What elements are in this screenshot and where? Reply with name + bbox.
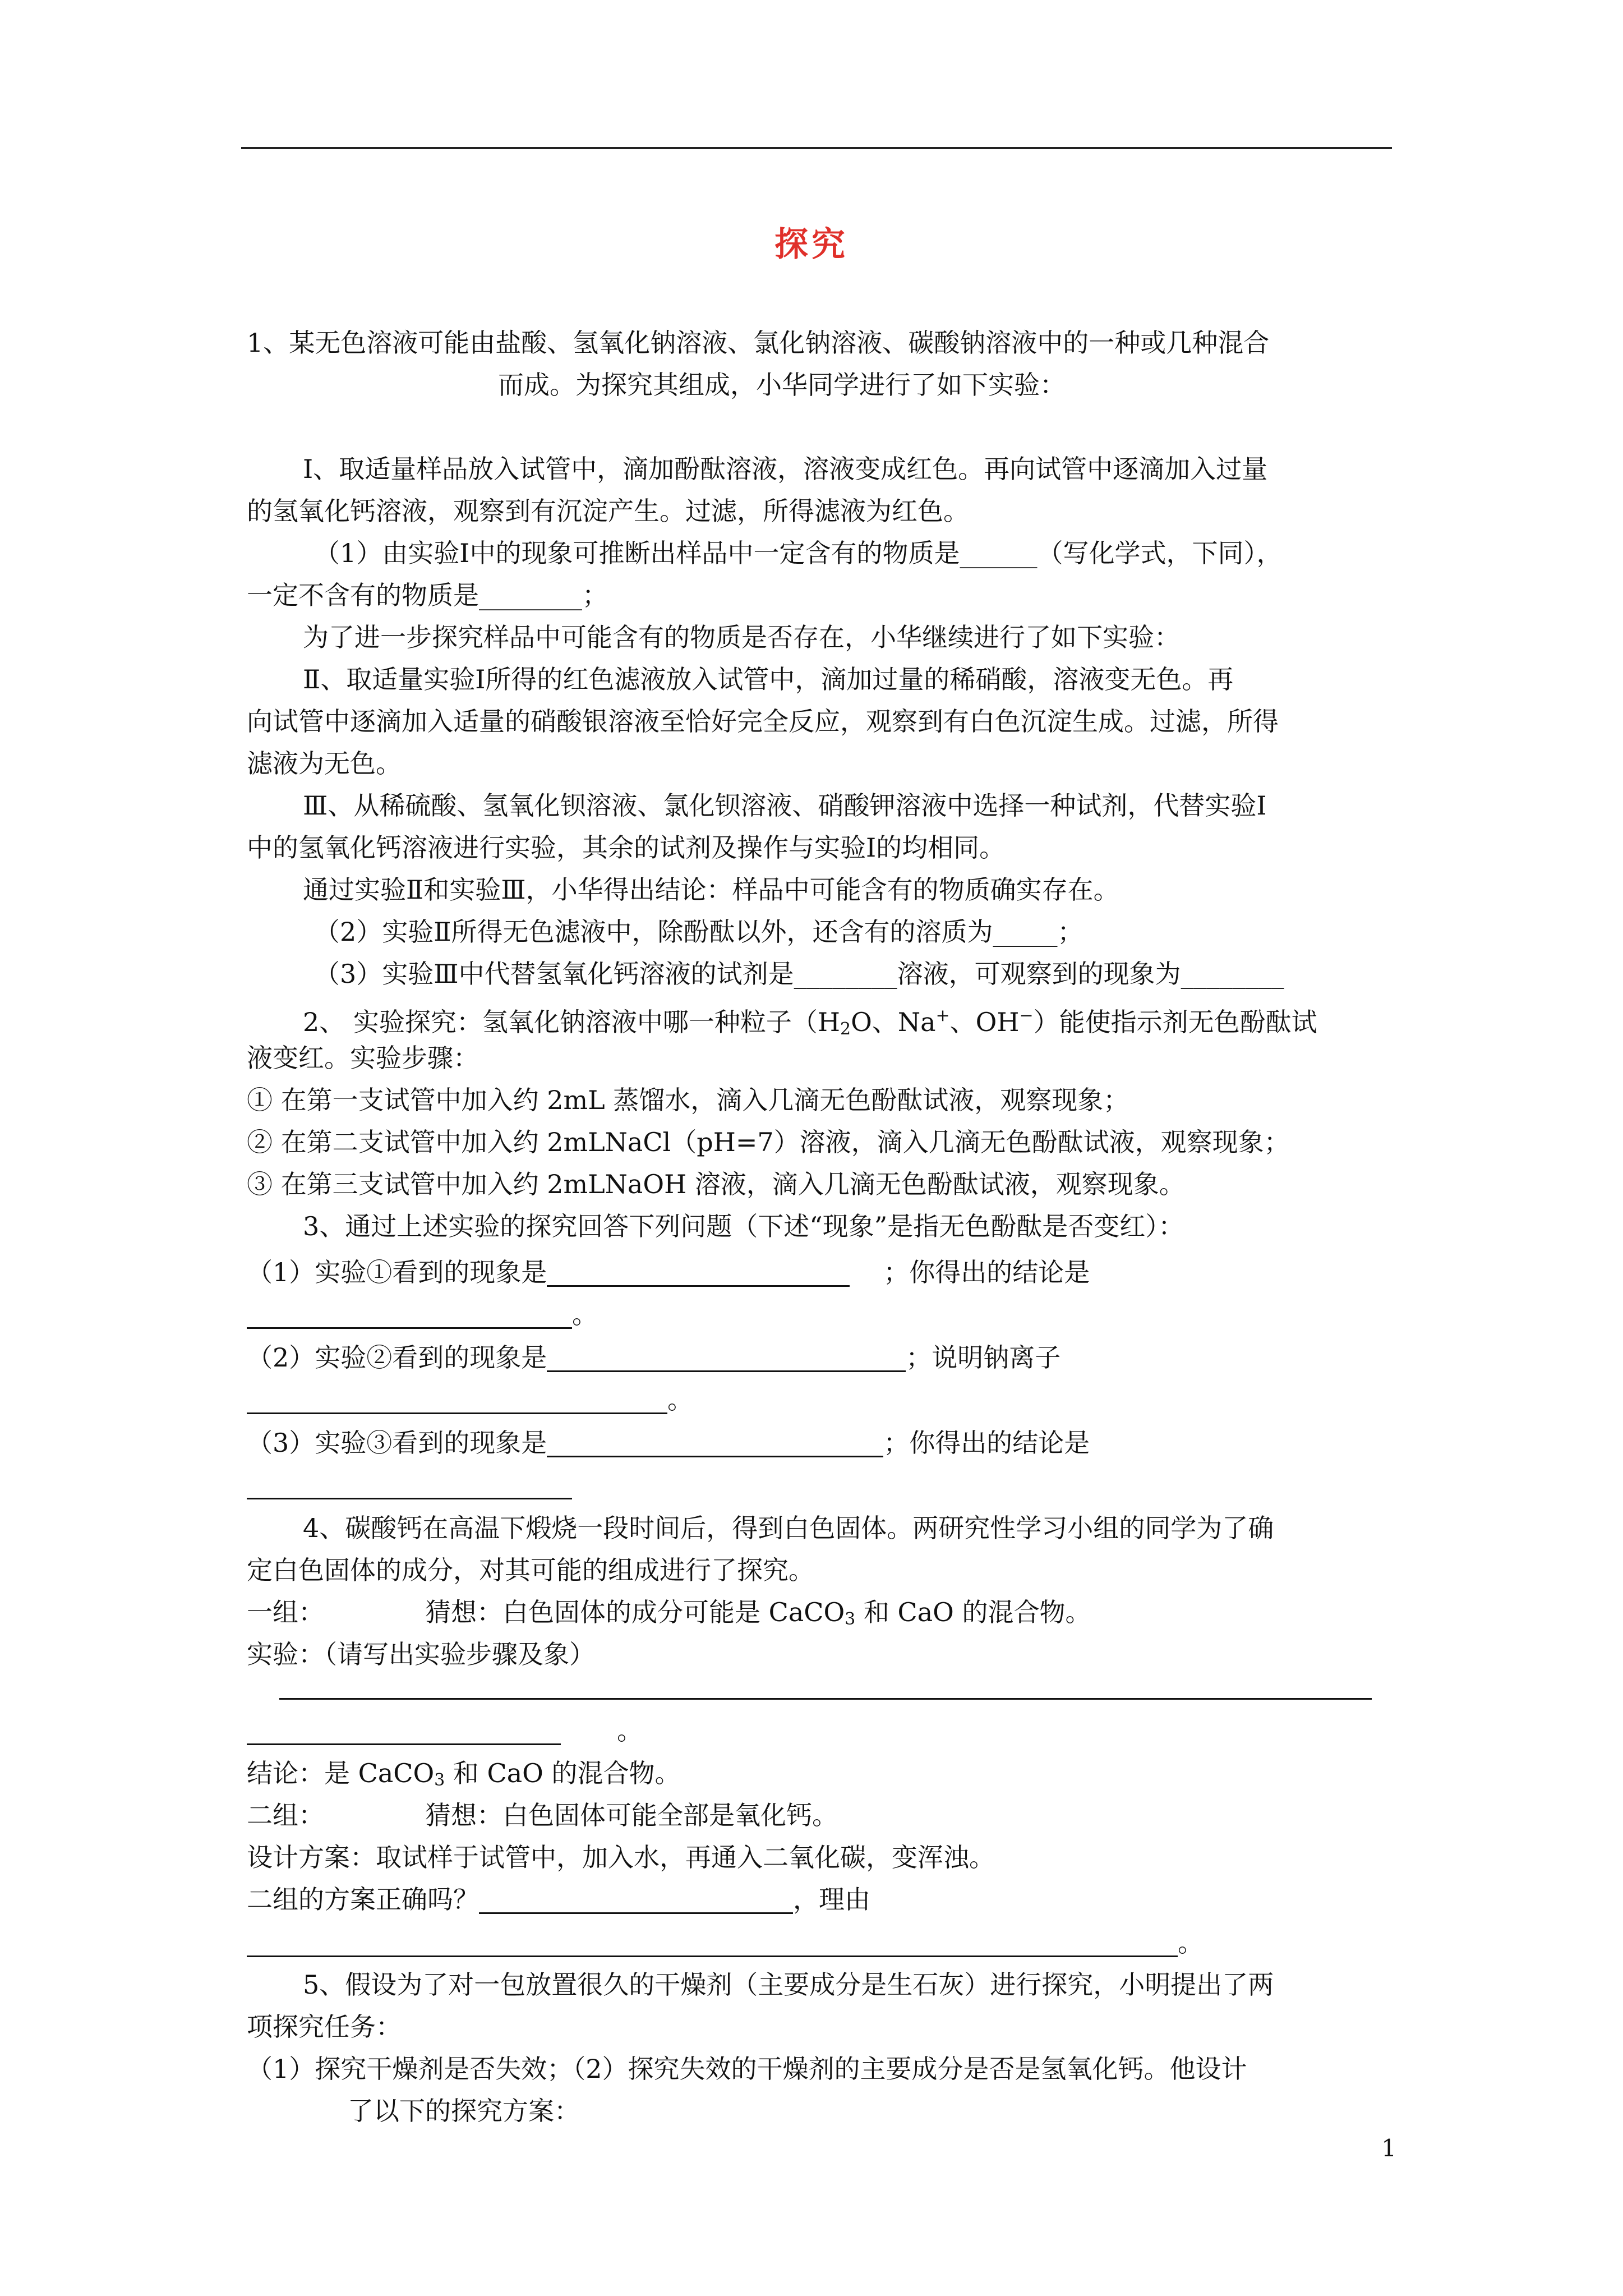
header-rule	[241, 147, 1392, 149]
q1-further: 为了进一步探究样品中可能含有的物质是否存在，小华继续进行了如下实验：	[303, 622, 1180, 652]
q4-conclusion-b: 和 CaO 的混合物。	[445, 1758, 681, 1788]
page-number: 1	[1381, 2134, 1396, 2162]
q1-exp3-line1: Ⅲ、从稀硫酸、氢氧化钡溶液、氯化钡溶液、硝酸钾溶液中选择一种试剂，代替实验Ⅰ	[303, 790, 1267, 821]
q4-group1-guess-a: 猜想：白色固体的成分可能是 CaCO	[425, 1597, 845, 1627]
answer-blank[interactable]	[247, 1301, 572, 1329]
q2-line1-part-b: O、Na	[851, 1007, 936, 1037]
q2-line1-part-d: ）能使指示剂无色酚酞试	[1033, 1007, 1317, 1037]
subscript-2: 2	[840, 1019, 851, 1039]
q3-answer3-conclusion-label: ；你得出的结论是	[883, 1428, 1090, 1458]
q1-sub1-line1: （1）由实验Ⅰ中的现象可推断出样品中一定含有的物质是______（写化学式，下同），	[314, 538, 1283, 568]
q1-exp1-line2: 的氢氧化钙溶液，观察到有沉淀产生。过滤，所得滤液为红色。	[247, 496, 969, 526]
q5-intro-line2: 项探究任务：	[247, 2012, 402, 2042]
q5-intro-line1: 5、假设为了对一包放置很久的干燥剂（主要成分是生石灰）进行探究，小明提出了两	[303, 1970, 1274, 2000]
q2-step2: ② 在第二支试管中加入约 2mLNaCl（pH=7）溶液，滴入几滴无色酚酞试液，观察现象；	[247, 1127, 1290, 1157]
subscript-3: 3	[845, 1609, 856, 1629]
q5-plan: 了以下的探究方案：	[348, 2096, 580, 2126]
q5-tasks: （1）探究干燥剂是否失效；（2）探究失效的干燥剂的主要成分是否是氢氧化钙。他设计	[247, 2054, 1247, 2084]
q1-exp2-line1: Ⅱ、取适量实验Ⅰ所得的红色滤液放入试管中，滴加过量的稀硝酸，溶液变无色。再	[303, 664, 1234, 694]
q3-answer3	[247, 1426, 1090, 1460]
answer-blank[interactable]	[479, 1887, 793, 1914]
q3-answer2-label: （2）实验②看到的现象是	[247, 1342, 547, 1373]
q4-reason-answer	[247, 1926, 1204, 1959]
superscript-plus: +	[935, 1006, 950, 1025]
q2-line1-part-c: 、OH	[949, 1007, 1020, 1037]
period: 。	[667, 1384, 693, 1415]
answer-blank[interactable]	[247, 1718, 561, 1745]
q3-answer3-cont	[247, 1468, 572, 1502]
q1-conclusion: 通过实验Ⅱ和实验Ⅲ，小华得出结论：样品中可能含有的物质确实存在。	[303, 875, 1119, 905]
q1-exp2-line2: 向试管中逐滴加入适量的硝酸银溶液至恰好完全反应，观察到有白色沉淀生成。过滤，所得	[247, 706, 1279, 737]
q1-exp2-line3: 滤液为无色。	[247, 748, 402, 779]
q4-group2-label: 二组：	[247, 1800, 324, 1830]
q3-answer3-label: （3）实验③看到的现象是	[247, 1428, 547, 1458]
q1-exp1-line1: Ⅰ、取适量样品放入试管中，滴加酚酞溶液，溶液变成红色。再向试管中逐滴加入过量	[303, 454, 1268, 484]
q3-answer1-conclusion-label: ；你得出的结论是	[883, 1257, 1090, 1287]
answer-line[interactable]	[279, 1698, 1372, 1700]
q3-answer2	[247, 1341, 1061, 1374]
q2-step3: ③ 在第三支试管中加入约 2mLNaOH 溶液，滴入几滴无色酚酞试液，观察现象。	[247, 1169, 1185, 1199]
q3-answer1-cont	[247, 1297, 598, 1331]
q2-line1-part-a: 2、 实验探究：氢氧化钠溶液中哪一种粒子（H	[303, 1007, 841, 1037]
q4-group1-guess-b: 和 CaO 的混合物。	[855, 1597, 1091, 1627]
q3-answer1-label: （1）实验①看到的现象是	[247, 1257, 547, 1287]
q4-correct	[247, 1883, 870, 1916]
q4-experiment-answer-cont	[247, 1714, 643, 1747]
answer-blank[interactable]	[247, 1387, 667, 1414]
answer-blank[interactable]	[547, 1259, 850, 1287]
q4-group1-label: 一组：	[247, 1597, 324, 1627]
q1-intro-line2: 而成。为探究其组成，小华同学进行了如下实验：	[498, 370, 1066, 400]
period: 。	[1178, 1927, 1204, 1958]
q4-group1	[247, 1595, 1091, 1636]
q4-intro-line1: 4、碳酸钙在高温下煅烧一段时间后，得到白色固体。两研究性学习小组的同学为了确	[303, 1513, 1274, 1543]
answer-blank[interactable]	[547, 1345, 906, 1372]
q4-experiment-label: 实验：（请写出实验步骤及象）	[247, 1639, 595, 1669]
q3-answer2-cont	[247, 1383, 693, 1416]
answer-blank[interactable]	[247, 1472, 572, 1499]
page-title: 探究	[774, 225, 849, 264]
q1-exp3-line2: 中的氢氧化钙溶液进行实验，其余的试剂及操作与实验Ⅰ的均相同。	[247, 832, 1006, 863]
period: 。	[617, 1715, 643, 1746]
period: 。	[572, 1299, 598, 1329]
q1-intro-line1: 1、某无色溶液可能由盐酸、氢氧化钠溶液、氯化钠溶液、碳酸钠溶液中的一种或几种混合	[247, 328, 1270, 358]
q4-correct-question: 二组的方案正确吗？	[247, 1884, 479, 1915]
answer-blank[interactable]	[547, 1430, 883, 1457]
subscript-3: 3	[434, 1770, 445, 1790]
q2-step1: ① 在第一支试管中加入约 2mL 蒸馏水，滴入几滴无色酚酞试液，观察现象；	[247, 1085, 1129, 1115]
q3-answer1	[247, 1255, 1090, 1289]
q4-conclusion	[247, 1756, 680, 1797]
q3-intro: 3、通过上述实验的探究回答下列问题（下述“现象”是指无色酚酞是否变红）：	[303, 1211, 1184, 1241]
q2-line1	[303, 999, 1317, 1046]
q4-intro-line2: 定白色固体的成分，对其可能的组成进行了探究。	[247, 1555, 814, 1585]
q1-sub1-line2: 一定不含有的物质是________；	[247, 580, 608, 610]
answer-blank[interactable]	[247, 1930, 1178, 1957]
q3-answer2-sodium-label: ；说明钠离子	[906, 1342, 1061, 1373]
q2-line2: 液变红。实验步骤：	[247, 1043, 479, 1073]
q4-group2-guess: 猜想：白色固体可能全部是氧化钙。	[425, 1800, 838, 1830]
superscript-minus: −	[1019, 1006, 1034, 1025]
q4-group2	[247, 1798, 838, 1832]
q1-sub2: （2）实验Ⅱ所得无色滤液中，除酚酞以外，还含有的溶质为_____；	[314, 917, 1083, 947]
q4-reason-label: ，理由	[793, 1884, 870, 1915]
q1-sub3: （3）实验Ⅲ中代替氢氧化钙溶液的试剂是________溶液，可观察到的现象为________	[314, 959, 1284, 989]
q4-conclusion-a: 结论：是 CaCO	[247, 1758, 435, 1788]
q4-design: 设计方案：取试样于试管中，加入水，再通入二氧化碳，变浑浊。	[247, 1842, 995, 1872]
